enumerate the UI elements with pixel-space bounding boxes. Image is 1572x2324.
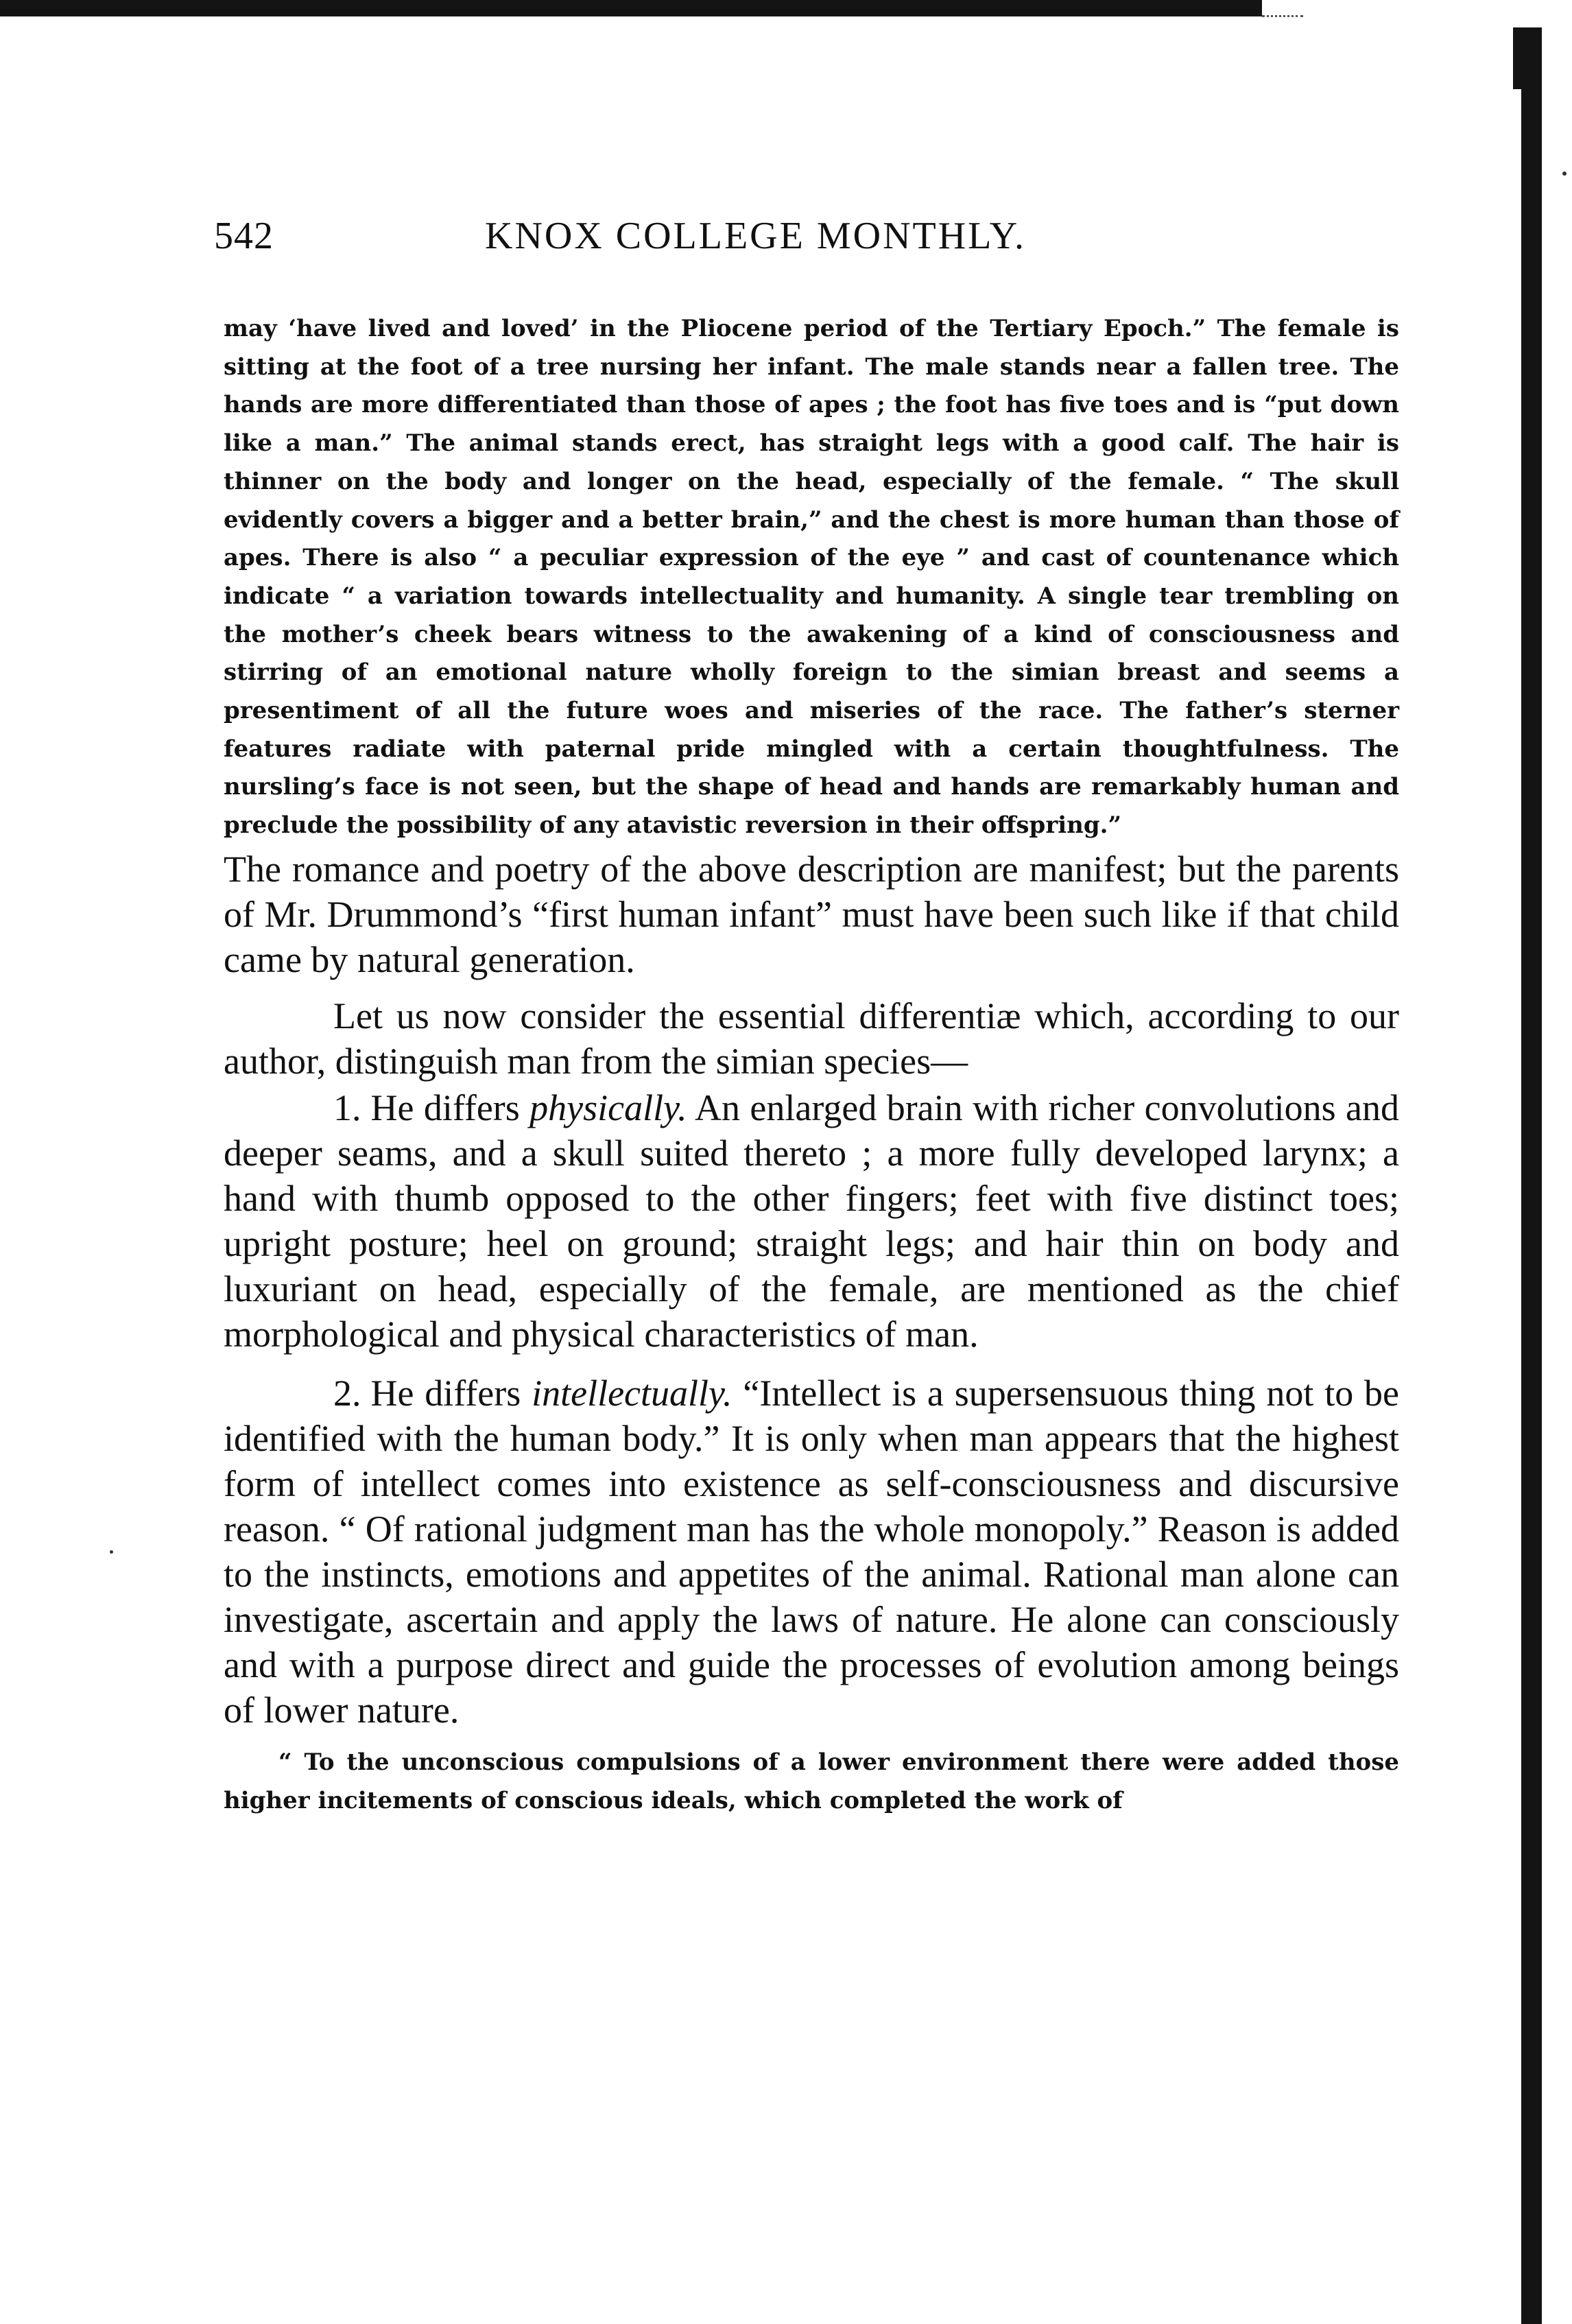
paper-speck [110, 1550, 113, 1554]
point-emphasis: physically. [529, 1087, 687, 1128]
page-header [214, 214, 1449, 269]
quoted-passage: “ To the unconscious compulsions of a lower environment there were added those higher incitements of conscious ideals, which completed the work of [224, 1748, 1399, 1814]
numbered-point [224, 1085, 1399, 1357]
top-border-rule-tail [1262, 15, 1303, 20]
point-lead: He differs [370, 1087, 520, 1128]
running-title: KNOX COLLEGE MONTHLY. [485, 215, 1026, 257]
binding-edge-shadow [1521, 27, 1542, 2324]
body-paragraph: Let us now consider the essential differentiæ which, according to our author, distinguish man from the simian species— [224, 995, 1399, 1082]
point-text: An enlarged brain with richer convolutions and deeper seams, and a skull suited thereto ; a more fully developed larynx; a hand with thumb opposed to the other fingers; feet with five distinct toes; upright posture; heel on ground; straight legs; and hair thin on body and luxuriant on head, especially of the female, are mentioned as the chief morphological and physical characteristics of man. [224, 1087, 1399, 1355]
numbered-point [224, 1371, 1399, 1733]
body-paragraph: The romance and poetry of the above description are manifest; but the parents of Mr. Drummond’s “first human infant” must have been such like if that child came by natural generation. [224, 848, 1399, 980]
point-text: “Intellect is a supersensuous thing not to be identified with the human body.” It is only when man appears that the highest form of intellect comes into existence as self-consciousness and discursive reason. “ Of rational judgment man has the whole monopoly.” Reason is added to the instincts, emotions and appetites of the animal. Rational man alone can investigate, ascertain and apply the laws of nature. He alone can consciously and with a purpose direct and guide the processes of evolution among beings of lower nature. [224, 1372, 1400, 1731]
page-content [224, 310, 1399, 1820]
top-border-rule [0, 0, 1262, 16]
quoted-passage: may ‘have lived and loved’ in the Pliocene period of the Tertiary Epoch.” The female is sitting at the foot of a tree nursing her infant. The male stands near a fallen tree. The hands are more differentiated than those of apes ; the foot has five toes and is “put down like a man.” The animal stands erect, has straight legs with a good calf. The hair is thinner on the body and longer on the head, especially of the female. “ The skull evidently covers a bigger and a better brain,” and the chest is more human than those of apes. There is also “ a peculiar expression of the eye ” and cast of countenance which indicate “ a variation towards intellectuality and humanity. A single tear trembling on the mother’s cheek bears witness to the awakening of a kind of consciousness and stirring of an emotional nature wholly foreign to the simian breast and seems a presentiment of all the future woes and miseries of the race. The father’s sterner features radiate with paternal pride mingled with a certain thoughtfulness. The nursling’s face is not seen, but the shape of head and hands are remarkably human and preclude the possibility of any atavistic reversion in their offspring.” [224, 315, 1399, 840]
point-emphasis: intellectually. [532, 1372, 733, 1414]
page-number: 542 [214, 215, 274, 257]
paper-speck [1562, 171, 1567, 176]
point-number: 1. [333, 1087, 361, 1128]
point-number: 2. [333, 1372, 361, 1414]
point-lead: He differs [370, 1372, 521, 1414]
